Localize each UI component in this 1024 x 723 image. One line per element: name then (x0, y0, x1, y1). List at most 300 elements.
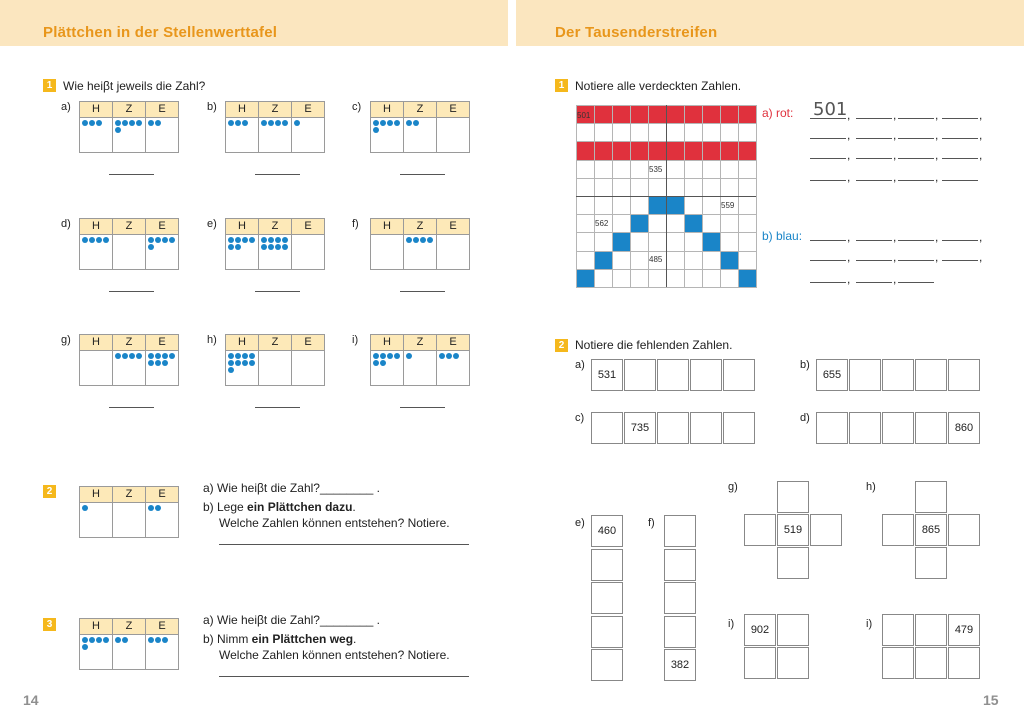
number-box[interactable]: 479 (948, 614, 980, 646)
answer-line[interactable] (109, 291, 154, 292)
task-question: Notiere alle verdeckten Zahlen. (575, 79, 742, 93)
number-box[interactable] (948, 647, 980, 679)
counter-dot (249, 353, 255, 359)
strip-cell (684, 123, 703, 142)
answer-line[interactable] (810, 240, 846, 241)
answer-line[interactable] (255, 291, 300, 292)
counter-dots (404, 120, 436, 127)
number-box[interactable] (777, 647, 809, 679)
place-value-cell[interactable] (437, 351, 470, 386)
counter-dots (259, 237, 291, 251)
strip-cell (594, 123, 613, 142)
counter-dot (89, 637, 95, 643)
counter-dot (115, 353, 121, 359)
number-box[interactable] (744, 514, 776, 546)
counter-dot (122, 120, 128, 126)
answer-line[interactable] (810, 118, 846, 119)
counter-dot (148, 353, 154, 359)
counter-dot (394, 120, 400, 126)
counter-dots (113, 353, 145, 360)
place-value-cell[interactable] (259, 235, 292, 270)
place-value-cell[interactable] (226, 235, 259, 270)
place-value-cell[interactable] (404, 235, 437, 270)
place-value-cell[interactable] (80, 503, 113, 538)
place-value-cell[interactable] (80, 118, 113, 153)
counter-dot (235, 237, 241, 243)
item-label: h) (866, 481, 876, 493)
task-number-badge: 1 (555, 79, 568, 92)
number-box[interactable]: 860 (948, 412, 980, 444)
place-value-cell[interactable] (259, 351, 292, 386)
place-value-cell[interactable] (259, 118, 292, 153)
number-box[interactable] (882, 647, 914, 679)
counter-dots (146, 353, 178, 367)
item-label: b) (800, 359, 810, 371)
answer-line[interactable] (942, 240, 978, 241)
place-value-cell[interactable] (113, 351, 146, 386)
column-header: H (371, 219, 404, 235)
counter-dot (148, 637, 154, 643)
number-box[interactable] (657, 359, 689, 391)
number-box[interactable] (915, 412, 947, 444)
comma: , (893, 272, 897, 286)
strip-cell (630, 214, 649, 233)
number-box[interactable] (915, 647, 947, 679)
counter-dot (387, 353, 393, 359)
counter-dot (242, 353, 248, 359)
answer-line[interactable] (219, 676, 469, 677)
answer-line[interactable] (942, 118, 978, 119)
column-header: H (80, 487, 113, 503)
strip-cell (702, 251, 721, 270)
answer-line[interactable] (856, 138, 892, 139)
place-value-cell[interactable] (146, 118, 179, 153)
number-box[interactable] (591, 549, 623, 581)
strip-label-559: 559 (721, 201, 735, 210)
answer-line[interactable] (255, 407, 300, 408)
comma: , (979, 230, 983, 244)
hze-table (225, 218, 325, 270)
number-box[interactable] (664, 616, 696, 648)
comma: , (847, 128, 851, 142)
strip-cell (702, 232, 721, 251)
strip-label-535: 535 (649, 165, 663, 174)
strip-cell (666, 141, 685, 160)
counter-dot (275, 120, 281, 126)
left-page-title: Plättchen in der Stellenwerttafel (43, 24, 278, 41)
answer-line[interactable] (219, 544, 469, 545)
number-box[interactable] (915, 614, 947, 646)
strip-cell (648, 105, 667, 124)
hze-table (225, 334, 325, 386)
counter-dot (103, 237, 109, 243)
number-box[interactable] (810, 514, 842, 546)
answer-line[interactable] (255, 174, 300, 175)
number-box[interactable] (690, 359, 722, 391)
answer-line[interactable] (942, 260, 978, 261)
hze-table (370, 334, 470, 386)
place-value-cell[interactable] (146, 235, 179, 270)
number-box[interactable] (624, 359, 656, 391)
counter-dot (89, 237, 95, 243)
number-box[interactable] (915, 359, 947, 391)
place-value-cell[interactable] (80, 235, 113, 270)
place-value-cell[interactable] (371, 351, 404, 386)
counter-dot (228, 360, 234, 366)
answer-line[interactable] (898, 180, 934, 181)
strip-cell (738, 141, 757, 160)
task-number-badge: 2 (43, 485, 56, 498)
strip-cell (630, 251, 649, 270)
strip-cell (594, 141, 613, 160)
counter-dot (268, 244, 274, 250)
answer-line[interactable] (856, 260, 892, 261)
counter-dot (228, 367, 234, 373)
strip-cell (594, 196, 613, 215)
place-value-cell[interactable] (437, 118, 470, 153)
strip-cell (684, 160, 703, 179)
counter-dots (404, 237, 436, 244)
item-label: i) (866, 618, 873, 630)
comma: , (893, 128, 897, 142)
item-label: f) (352, 218, 359, 230)
strip-cell (612, 232, 631, 251)
strip-cell (684, 251, 703, 270)
strip-cell (576, 251, 595, 270)
task2-line-b: b) Lege ein Plättchen dazu. (203, 500, 356, 514)
counter-dot (373, 360, 379, 366)
answer-line[interactable] (898, 138, 934, 139)
strip-cell (666, 105, 685, 124)
comma: , (979, 250, 983, 264)
place-value-cell[interactable] (292, 118, 325, 153)
number-box[interactable] (723, 412, 755, 444)
number-box[interactable] (948, 359, 980, 391)
column-header: H (226, 219, 259, 235)
counter-dot (162, 237, 168, 243)
counter-dot (129, 353, 135, 359)
strip-cell (720, 105, 739, 124)
strip-cell (594, 251, 613, 270)
hze-table (225, 101, 325, 153)
number-box[interactable]: 655 (816, 359, 848, 391)
place-value-cell[interactable] (113, 235, 146, 270)
number-box[interactable]: 865 (915, 514, 947, 546)
task3-line-c: Welche Zahlen können entstehen? Notiere. (219, 648, 450, 662)
column-header: E (292, 219, 325, 235)
answer-line[interactable] (856, 118, 892, 119)
counter-dot (261, 237, 267, 243)
answer-line[interactable] (856, 180, 892, 181)
number-box[interactable] (591, 649, 623, 681)
hze-table (79, 218, 179, 270)
number-box[interactable] (657, 412, 689, 444)
item-label: a) (575, 359, 585, 371)
column-header: Z (259, 335, 292, 351)
number-box[interactable] (882, 412, 914, 444)
column-header: E (146, 487, 179, 503)
strip-cell (720, 214, 739, 233)
counter-dot (373, 127, 379, 133)
strip-cell (666, 160, 685, 179)
answer-line[interactable] (109, 174, 154, 175)
counter-dot (453, 353, 459, 359)
number-box[interactable] (849, 359, 881, 391)
number-box[interactable] (723, 359, 755, 391)
answer-line[interactable] (810, 180, 846, 181)
strip-cell (684, 196, 703, 215)
counter-dot (129, 120, 135, 126)
counter-dot (380, 360, 386, 366)
number-box[interactable] (591, 412, 623, 444)
strip-cell (666, 214, 685, 233)
strip-cell (702, 141, 721, 160)
number-box[interactable] (664, 549, 696, 581)
task2-line-a: a) Wie heiβt die Zahl?________ . (203, 481, 381, 495)
number-box[interactable] (777, 481, 809, 513)
number-box[interactable] (849, 412, 881, 444)
counter-dot (235, 353, 241, 359)
number-box[interactable] (690, 412, 722, 444)
counter-dot (249, 237, 255, 243)
comma: , (935, 230, 939, 244)
strip-cell (630, 196, 649, 215)
comma: , (847, 272, 851, 286)
counter-dot (249, 360, 255, 366)
item-label: g) (61, 334, 71, 346)
number-box[interactable] (744, 647, 776, 679)
item-label: a) (61, 101, 71, 113)
comma: , (847, 170, 851, 184)
item-label: h) (207, 334, 217, 346)
place-value-cell[interactable] (371, 118, 404, 153)
number-box[interactable] (948, 514, 980, 546)
answer-line[interactable] (400, 174, 445, 175)
strip-cell (666, 251, 685, 270)
strip-cell (576, 196, 595, 215)
number-box[interactable] (882, 514, 914, 546)
place-value-cell[interactable] (404, 351, 437, 386)
comma: , (893, 170, 897, 184)
counter-dot (406, 237, 412, 243)
place-value-cell[interactable] (226, 118, 259, 153)
number-box[interactable] (777, 614, 809, 646)
strip-cell (684, 141, 703, 160)
answer-line[interactable] (109, 407, 154, 408)
place-value-cell[interactable] (437, 235, 470, 270)
counter-dot (394, 353, 400, 359)
counter-dots (437, 353, 469, 360)
column-header: Z (404, 335, 437, 351)
answer-line[interactable] (810, 282, 846, 283)
place-value-cell[interactable] (146, 503, 179, 538)
counter-dots (371, 120, 403, 134)
answer-line[interactable] (942, 138, 978, 139)
column-header: E (146, 219, 179, 235)
strip-cell (738, 123, 757, 142)
number-box[interactable] (816, 412, 848, 444)
counter-dot (155, 505, 161, 511)
answer-line[interactable] (856, 282, 892, 283)
hze-table (79, 101, 179, 153)
answer-line[interactable] (942, 180, 978, 181)
place-value-cell[interactable] (113, 503, 146, 538)
number-box[interactable]: 382 (664, 649, 696, 681)
counter-dot (268, 120, 274, 126)
strip-cell (594, 160, 613, 179)
answer-line[interactable] (898, 260, 934, 261)
place-value-cell[interactable] (113, 635, 146, 670)
counter-dot (169, 353, 175, 359)
strip-cell (612, 251, 631, 270)
strip-cell (648, 123, 667, 142)
counter-dot (115, 127, 121, 133)
counter-dots (113, 120, 145, 134)
strip-label-485: 485 (649, 255, 663, 264)
counter-dot (162, 360, 168, 366)
place-value-cell[interactable] (292, 235, 325, 270)
strip-cell (738, 232, 757, 251)
number-box[interactable] (664, 582, 696, 614)
number-box[interactable] (915, 481, 947, 513)
answer-line[interactable] (898, 118, 934, 119)
strip-cell (702, 196, 721, 215)
counter-dot (413, 120, 419, 126)
strip-cell (576, 232, 595, 251)
counter-dots (146, 237, 178, 251)
number-box[interactable] (882, 359, 914, 391)
strip-cell (684, 178, 703, 197)
column-header: E (146, 619, 179, 635)
comma: , (979, 108, 983, 122)
answer-line[interactable] (898, 240, 934, 241)
strip-cell (738, 105, 757, 124)
strip-cell (648, 214, 667, 233)
item-label: e) (207, 218, 217, 230)
strip-cell (630, 269, 649, 288)
number-box[interactable] (882, 614, 914, 646)
strip-divider (576, 196, 756, 197)
place-value-cell[interactable] (146, 635, 179, 670)
counter-dot (148, 244, 154, 250)
comma: , (847, 250, 851, 264)
answer-line[interactable] (856, 240, 892, 241)
answer-line[interactable] (810, 260, 846, 261)
counter-dot (96, 120, 102, 126)
counter-dot (380, 120, 386, 126)
place-value-cell[interactable] (371, 235, 404, 270)
comma: , (893, 230, 897, 244)
hze-table (370, 101, 470, 153)
number-box[interactable]: 519 (777, 514, 809, 546)
counter-dot (261, 244, 267, 250)
strip-cell (594, 232, 613, 251)
counter-dot (115, 120, 121, 126)
strip-cell (630, 141, 649, 160)
counter-dot (282, 237, 288, 243)
task-number-badge: 1 (43, 79, 56, 92)
number-box[interactable] (915, 547, 947, 579)
counter-dot (420, 237, 426, 243)
item-label: c) (352, 101, 362, 113)
strip-cell (702, 123, 721, 142)
place-value-cell[interactable] (146, 351, 179, 386)
number-box[interactable]: 460 (591, 515, 623, 547)
counter-dot (261, 120, 267, 126)
answer-line[interactable] (942, 158, 978, 159)
place-value-cell[interactable] (113, 118, 146, 153)
answer-line[interactable] (856, 158, 892, 159)
counter-dots (226, 120, 258, 127)
counter-dots (292, 120, 324, 127)
column-header: H (80, 335, 113, 351)
counter-dot (406, 120, 412, 126)
hze-table (79, 486, 179, 538)
place-value-cell[interactable] (292, 351, 325, 386)
number-box[interactable] (777, 547, 809, 579)
task-number-badge: 3 (43, 618, 56, 631)
counter-dot (439, 353, 445, 359)
counter-dot (155, 120, 161, 126)
answer-line[interactable] (400, 407, 445, 408)
answer-line[interactable] (898, 158, 934, 159)
strip-cell (720, 160, 739, 179)
place-value-cell[interactable] (80, 351, 113, 386)
number-box[interactable]: 902 (744, 614, 776, 646)
strip-cell (612, 141, 631, 160)
column-header: E (146, 335, 179, 351)
number-box[interactable]: 735 (624, 412, 656, 444)
task-number-badge: 2 (555, 339, 568, 352)
number-box[interactable] (664, 515, 696, 547)
counter-dot (242, 120, 248, 126)
number-box[interactable]: 531 (591, 359, 623, 391)
counter-dot (82, 644, 88, 650)
counter-dot (228, 244, 234, 250)
counter-dot (228, 120, 234, 126)
comma: , (935, 108, 939, 122)
number-box[interactable] (591, 582, 623, 614)
answer-line[interactable] (810, 138, 846, 139)
strip-cell (576, 123, 595, 142)
column-header: H (80, 619, 113, 635)
place-value-cell[interactable] (80, 635, 113, 670)
strip-cell (702, 269, 721, 288)
column-header: E (437, 335, 470, 351)
strip-cell (612, 105, 631, 124)
strip-cell (702, 214, 721, 233)
strip-cell (630, 105, 649, 124)
comma: , (847, 108, 851, 122)
strip-cell (594, 269, 613, 288)
number-box[interactable] (591, 616, 623, 648)
column-header: Z (113, 619, 146, 635)
item-label: d) (800, 412, 810, 424)
place-value-cell[interactable] (404, 118, 437, 153)
answer-line[interactable] (810, 158, 846, 159)
counter-dot (275, 244, 281, 250)
strip-cell (684, 269, 703, 288)
strip-cell (630, 178, 649, 197)
counter-dots (80, 237, 112, 244)
answer-line[interactable] (898, 282, 934, 283)
comma: , (935, 170, 939, 184)
strip-cell (702, 105, 721, 124)
place-value-cell[interactable] (226, 351, 259, 386)
item-label: f) (648, 517, 655, 529)
counter-dot (275, 237, 281, 243)
answer-line[interactable] (400, 291, 445, 292)
